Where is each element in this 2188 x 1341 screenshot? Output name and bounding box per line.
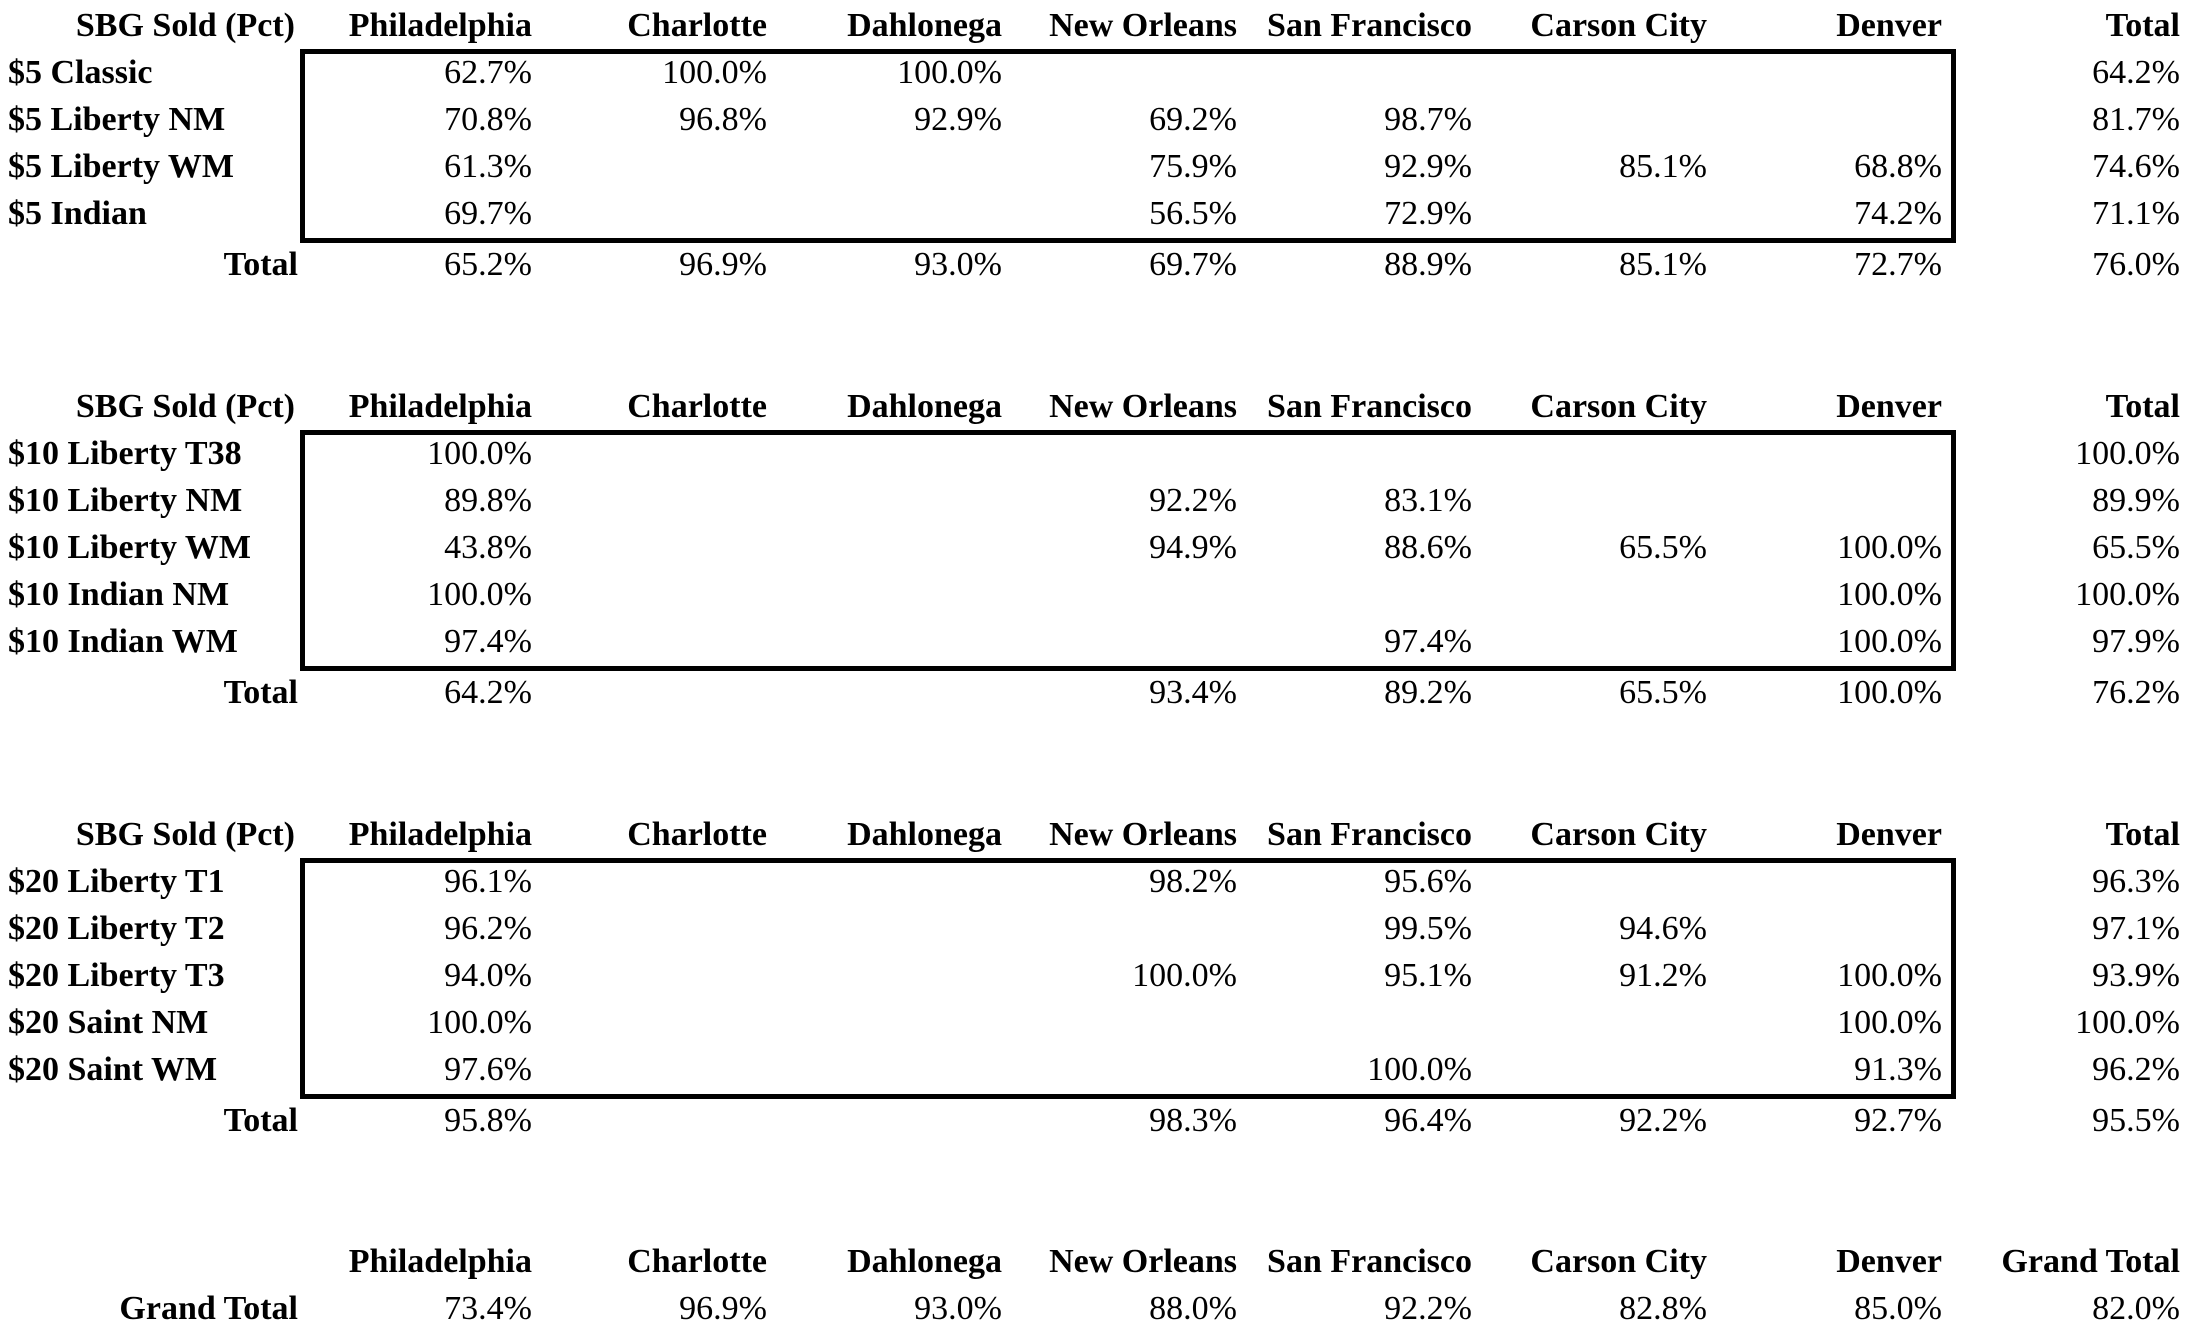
table-cell: 56.5% bbox=[1149, 195, 1237, 232]
total-cell bbox=[777, 671, 1002, 715]
row-label: $20 Liberty T2 bbox=[8, 910, 225, 947]
table-cell: 96.3% bbox=[2092, 863, 2180, 900]
row-label: $5 Liberty NM bbox=[8, 101, 226, 138]
column-header: Charlotte bbox=[627, 816, 767, 853]
row-label: $10 Liberty NM bbox=[8, 482, 243, 519]
table-header-label: SBG Sold (Pct) bbox=[75, 7, 295, 44]
grand-column-header: Carson City bbox=[1530, 1243, 1707, 1280]
column-header: Carson City bbox=[1530, 7, 1707, 44]
table-cell: 65.5% bbox=[2092, 529, 2180, 566]
table-cell: 98.7% bbox=[1384, 101, 1472, 138]
table-cell: 100.0% bbox=[2075, 435, 2180, 472]
table-cell: 74.2% bbox=[1854, 195, 1942, 232]
table-cell: 100.0% bbox=[427, 435, 532, 472]
total-cell: 92.2% bbox=[1619, 1102, 1707, 1139]
table-cell: 97.6% bbox=[444, 1051, 532, 1088]
grand-total-cell: 92.2% bbox=[1384, 1290, 1472, 1327]
table-cell: 100.0% bbox=[1367, 1051, 1472, 1088]
grand-total-label: Grand Total bbox=[119, 1290, 298, 1327]
table-cell: 71.1% bbox=[2092, 195, 2180, 232]
column-header: San Francisco bbox=[1267, 7, 1472, 44]
table-cell: 81.7% bbox=[2092, 101, 2180, 138]
grand-column-header: New Orleans bbox=[1049, 1243, 1237, 1280]
table-cell: 100.0% bbox=[2075, 1004, 2180, 1041]
row-label: $10 Indian NM bbox=[8, 576, 230, 613]
table-header-label: SBG Sold (Pct) bbox=[75, 816, 295, 853]
row-label: $10 Indian WM bbox=[8, 623, 238, 660]
column-header: Philadelphia bbox=[348, 816, 532, 853]
total-cell: 76.0% bbox=[2092, 246, 2180, 283]
table-cell: 64.2% bbox=[2092, 54, 2180, 91]
column-header: New Orleans bbox=[1049, 388, 1237, 425]
row-label: $5 Liberty WM bbox=[8, 148, 235, 185]
table-cell: 96.8% bbox=[679, 101, 767, 138]
table-cell: 43.8% bbox=[444, 529, 532, 566]
row-label: $20 Saint NM bbox=[8, 1004, 209, 1041]
total-cell: 96.4% bbox=[1384, 1102, 1472, 1139]
table-cell: 97.9% bbox=[2092, 623, 2180, 660]
table-cell: 100.0% bbox=[1837, 623, 1942, 660]
column-header: Total bbox=[2105, 388, 2180, 425]
total-cell: 89.2% bbox=[1384, 674, 1472, 711]
table-cell: 96.1% bbox=[444, 863, 532, 900]
table-cell: 92.9% bbox=[914, 101, 1002, 138]
total-row-label: Total bbox=[223, 674, 298, 711]
total-cell: 72.7% bbox=[1854, 246, 1942, 283]
table-cell: 96.2% bbox=[444, 910, 532, 947]
table-cell: 100.0% bbox=[2075, 576, 2180, 613]
row-label: $20 Liberty T1 bbox=[8, 863, 225, 900]
grand-column-header: Philadelphia bbox=[348, 1243, 532, 1280]
column-header: New Orleans bbox=[1049, 816, 1237, 853]
row-label: $5 Indian bbox=[8, 195, 147, 232]
table-cell: 93.9% bbox=[2092, 957, 2180, 994]
table-cell: 99.5% bbox=[1384, 910, 1472, 947]
column-header: Dahlonega bbox=[847, 388, 1002, 425]
total-cell: 85.1% bbox=[1619, 246, 1707, 283]
row-label: $20 Saint WM bbox=[8, 1051, 218, 1088]
row-label: $20 Liberty T3 bbox=[8, 957, 225, 994]
table-border bbox=[300, 49, 1956, 243]
column-header: Dahlonega bbox=[847, 816, 1002, 853]
grand-total-cell: 85.0% bbox=[1854, 1290, 1942, 1327]
table-cell: 100.0% bbox=[1837, 1004, 1942, 1041]
total-cell bbox=[542, 671, 767, 715]
row-label: $10 Liberty WM bbox=[8, 529, 252, 566]
total-cell: 96.9% bbox=[679, 246, 767, 283]
table-cell: 100.0% bbox=[1837, 529, 1942, 566]
column-header: New Orleans bbox=[1049, 7, 1237, 44]
total-cell: 76.2% bbox=[2092, 674, 2180, 711]
table-cell: 100.0% bbox=[1132, 957, 1237, 994]
grand-total-cell: 96.9% bbox=[679, 1290, 767, 1327]
table-cell: 85.1% bbox=[1619, 148, 1707, 185]
table-cell: 69.7% bbox=[444, 195, 532, 232]
grand-total-cell: 73.4% bbox=[444, 1290, 532, 1327]
grand-total-cell: 82.8% bbox=[1619, 1290, 1707, 1327]
total-cell bbox=[777, 1099, 1002, 1143]
table-cell: 92.9% bbox=[1384, 148, 1472, 185]
grand-column-header: San Francisco bbox=[1267, 1243, 1472, 1280]
table-cell: 95.1% bbox=[1384, 957, 1472, 994]
column-header: Total bbox=[2105, 816, 2180, 853]
column-header: Denver bbox=[1836, 7, 1942, 44]
total-cell: 100.0% bbox=[1837, 674, 1942, 711]
column-header: Charlotte bbox=[627, 7, 767, 44]
column-header: Total bbox=[2105, 7, 2180, 44]
table-cell: 97.1% bbox=[2092, 910, 2180, 947]
table-cell: 61.3% bbox=[444, 148, 532, 185]
total-cell: 64.2% bbox=[444, 674, 532, 711]
table-cell: 89.9% bbox=[2092, 482, 2180, 519]
total-cell: 95.5% bbox=[2092, 1102, 2180, 1139]
table-cell: 100.0% bbox=[427, 1004, 532, 1041]
total-row-label: Total bbox=[223, 246, 298, 283]
column-header: Philadelphia bbox=[348, 388, 532, 425]
total-cell bbox=[542, 1099, 767, 1143]
column-header: San Francisco bbox=[1267, 388, 1472, 425]
column-header: Denver bbox=[1836, 388, 1942, 425]
column-header: Carson City bbox=[1530, 388, 1707, 425]
table-cell: 97.4% bbox=[1384, 623, 1472, 660]
total-cell: 88.9% bbox=[1384, 246, 1472, 283]
table-cell: 100.0% bbox=[662, 54, 767, 91]
total-cell: 69.7% bbox=[1149, 246, 1237, 283]
table-cell: 72.9% bbox=[1384, 195, 1472, 232]
table-cell: 98.2% bbox=[1149, 863, 1237, 900]
grand-total-cell: 88.0% bbox=[1149, 1290, 1237, 1327]
grand-column-header: Dahlonega bbox=[847, 1243, 1002, 1280]
table-cell: 100.0% bbox=[427, 576, 532, 613]
table-cell: 95.6% bbox=[1384, 863, 1472, 900]
table-cell: 100.0% bbox=[1837, 576, 1942, 613]
table-cell: 96.2% bbox=[2092, 1051, 2180, 1088]
table-cell: 100.0% bbox=[897, 54, 1002, 91]
total-cell: 95.8% bbox=[444, 1102, 532, 1139]
table-cell: 75.9% bbox=[1149, 148, 1237, 185]
grand-column-header: Grand Total bbox=[2001, 1243, 2180, 1280]
table-cell: 94.6% bbox=[1619, 910, 1707, 947]
grand-column-header: Denver bbox=[1836, 1243, 1942, 1280]
table-cell: 83.1% bbox=[1384, 482, 1472, 519]
table-cell: 89.8% bbox=[444, 482, 532, 519]
grand-total-cell: 93.0% bbox=[914, 1290, 1002, 1327]
grand-total-cell: 82.0% bbox=[2092, 1290, 2180, 1327]
column-header: Denver bbox=[1836, 816, 1942, 853]
total-cell: 93.4% bbox=[1149, 674, 1237, 711]
table-cell: 70.8% bbox=[444, 101, 532, 138]
table-cell: 91.2% bbox=[1619, 957, 1707, 994]
table-cell: 94.9% bbox=[1149, 529, 1237, 566]
table-cell: 68.8% bbox=[1854, 148, 1942, 185]
row-label: $10 Liberty T38 bbox=[8, 435, 242, 472]
table-cell: 69.2% bbox=[1149, 101, 1237, 138]
column-header: Dahlonega bbox=[847, 7, 1002, 44]
total-cell: 98.3% bbox=[1149, 1102, 1237, 1139]
grand-column-header: Charlotte bbox=[627, 1243, 767, 1280]
table-border bbox=[300, 858, 1956, 1099]
total-cell: 93.0% bbox=[914, 246, 1002, 283]
total-row-label: Total bbox=[223, 1102, 298, 1139]
table-cell: 91.3% bbox=[1854, 1051, 1942, 1088]
column-header: San Francisco bbox=[1267, 816, 1472, 853]
table-cell: 65.5% bbox=[1619, 529, 1707, 566]
table-cell: 74.6% bbox=[2092, 148, 2180, 185]
table-cell: 94.0% bbox=[444, 957, 532, 994]
total-cell: 65.5% bbox=[1619, 674, 1707, 711]
table-border bbox=[300, 430, 1956, 671]
total-cell: 92.7% bbox=[1854, 1102, 1942, 1139]
total-cell: 65.2% bbox=[444, 246, 532, 283]
table-cell: 88.6% bbox=[1384, 529, 1472, 566]
column-header: Philadelphia bbox=[348, 7, 532, 44]
table-cell: 100.0% bbox=[1837, 957, 1942, 994]
row-label: $5 Classic bbox=[8, 54, 153, 91]
table-cell: 97.4% bbox=[444, 623, 532, 660]
table-header-label: SBG Sold (Pct) bbox=[75, 388, 295, 425]
table-cell: 62.7% bbox=[444, 54, 532, 91]
column-header: Carson City bbox=[1530, 816, 1707, 853]
column-header: Charlotte bbox=[627, 388, 767, 425]
table-cell: 92.2% bbox=[1149, 482, 1237, 519]
